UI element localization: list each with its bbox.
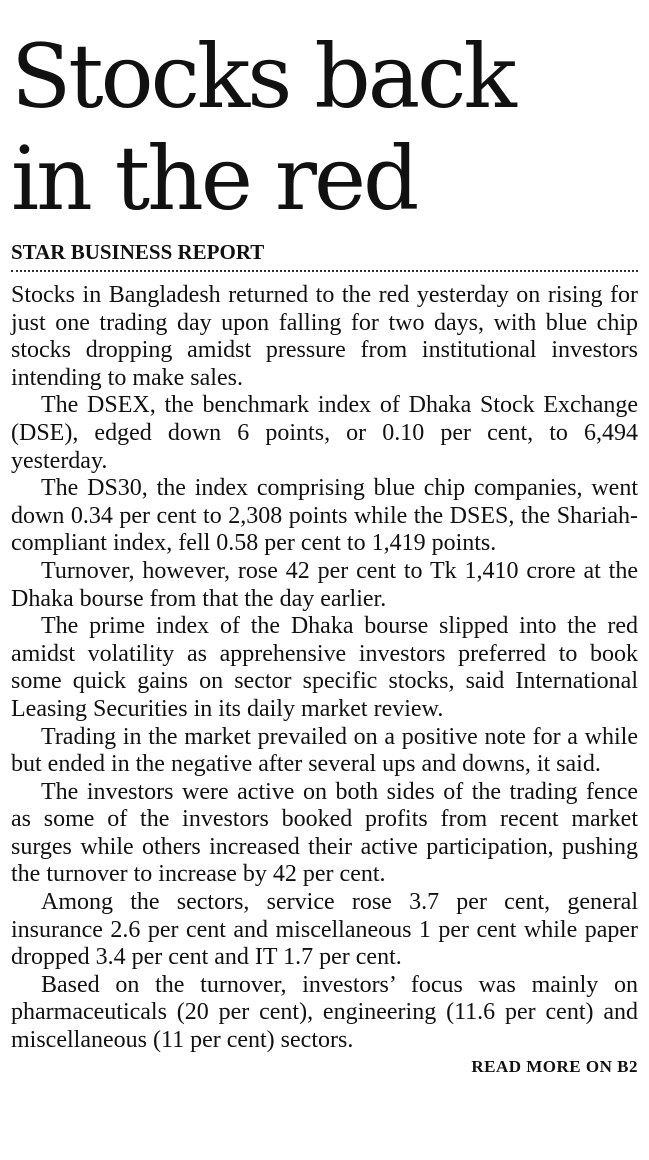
- article-body: [11, 282, 638, 1055]
- paragraph-2: The DSEX, the benchmark index of Dhaka Stock Exchange (DSE), edged down 6 points, or 0.10 per cent, to 6,494 yesterday.: [11, 392, 638, 474]
- paragraph-1: Stocks in Bangladesh returned to the red yesterday on rising for just one trading day upon falling for two days, with blue chip stocks dropping amidst pressure from institutional investors intending to make sales.: [11, 282, 638, 391]
- headline: [11, 0, 638, 230]
- paragraph-4: Turnover, however, rose 42 per cent to Tk 1,410 crore at the Dhaka bourse from that the day earlier.: [11, 557, 638, 612]
- paragraph-7: The investors were active on both sides of the trading fence as some of the investors booked profits from recent market surges while others increased their active participation, pushing the turnover to increase by 42 per cent.: [11, 778, 638, 888]
- dotted-divider: [11, 270, 638, 272]
- paragraph-6: Trading in the market prevailed on a positive note for a while but ended in the negative after several ups and downs, it said.: [11, 723, 638, 778]
- paragraph-9: Based on the turnover, investors’ focus was mainly on pharmaceuticals (20 per cent), engineering (11.6 per cent) and miscellaneous (11 per cent) sectors.: [11, 971, 638, 1054]
- byline: STAR BUSINESS REPORT: [11, 240, 265, 264]
- article: [11, 0, 638, 1077]
- paragraph-8: Among the sectors, service rose 3.7 per cent, general insurance 2.6 per cent and miscellaneous 1 per cent while paper dropped 3.4 per cent and IT 1.7 per cent.: [11, 889, 638, 971]
- headline-line-1: Stocks back: [11, 25, 514, 128]
- read-more-link[interactable]: READ MORE ON B2: [471, 1056, 638, 1076]
- paragraph-5: The prime index of the Dhaka bourse slipped into the red amidst volatility as apprehensive investors preferred to book some quick gains on sector specific stocks, said International Leasing Securities in its daily market review.: [11, 613, 638, 722]
- headline-line-2: in the red: [11, 127, 417, 230]
- paragraph-3: The DS30, the index comprising blue chip companies, went down 0.34 per cent to 2,308 points while the DSES, the Shariah-compliant index, fell 0.58 per cent to 1,419 points.: [11, 475, 638, 557]
